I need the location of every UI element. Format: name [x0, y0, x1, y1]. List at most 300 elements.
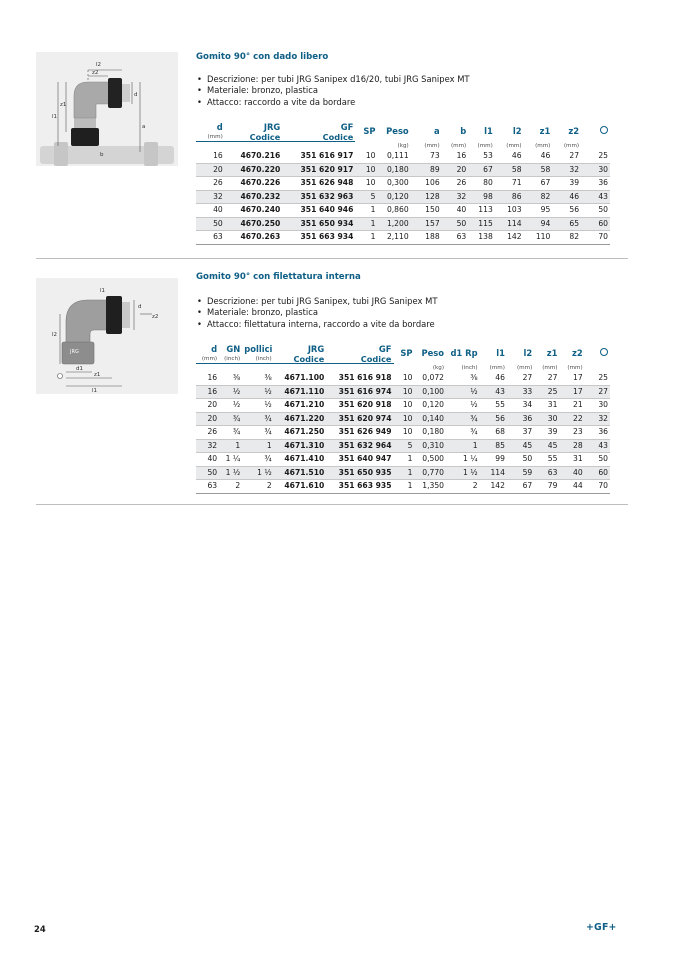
table-cell: 34 [522, 400, 533, 409]
table-cell: ¾ [219, 412, 242, 426]
table-cell: 4671.250 [284, 427, 325, 436]
table-cell: ½ [219, 385, 242, 399]
table-cell: 351 632 963 [282, 190, 355, 204]
table-cell: 16 [196, 385, 219, 399]
table-cell: 32 [196, 439, 219, 453]
table-cell: 4671.210 [284, 400, 325, 409]
section-title: Gomito 90° con dado libero [196, 52, 329, 62]
table-cell: 114 [495, 217, 524, 231]
brand-mark: JRG [70, 349, 79, 355]
table-cell: 65 [552, 217, 581, 231]
table-cell: 10 [365, 178, 376, 187]
table-cell: 351 626 949 [338, 427, 392, 436]
gf-logo: +GF+ [586, 922, 617, 933]
unit-label: (kg) [397, 142, 409, 149]
col-subheader: Codice [326, 355, 393, 364]
table-cell: 4671.110 [274, 385, 327, 399]
table-cell: 2,110 [386, 232, 409, 241]
table-cell: 55 [495, 400, 505, 409]
col-header: Peso [421, 348, 445, 359]
table-cell: 1 [394, 466, 415, 480]
table-cell: 82 [524, 190, 553, 204]
dim-label-z1: z1 [94, 372, 101, 378]
unit-label: (mm) [450, 142, 467, 149]
table-cell: 56 [569, 205, 580, 214]
table-cell: 67 [522, 481, 533, 490]
table-cell: 10 [402, 373, 413, 382]
table-cell: ¾ [264, 454, 272, 463]
elbow-nut-diagram [36, 52, 178, 166]
table-cell: 10 [402, 427, 413, 436]
page-number: 24 [34, 924, 46, 934]
table-cell: 37 [522, 427, 533, 436]
table-cell: 26 [207, 427, 218, 436]
table-cell: 39 [569, 178, 580, 187]
section-divider [36, 258, 628, 259]
table-cell: ½ [242, 385, 274, 399]
col-header: JRG [263, 122, 281, 132]
col-subheader: Codice [225, 133, 283, 142]
table-cell: 1 [370, 205, 376, 214]
table-row [196, 204, 610, 218]
table-cell: 351 663 934 [300, 232, 354, 241]
table-cell: 1 ½ [446, 466, 480, 480]
table-row [196, 190, 610, 204]
table-cell: 70 [598, 232, 608, 241]
table-cell: 89 [411, 163, 442, 177]
section-gomito-filettatura-interna [36, 262, 628, 504]
table-row [196, 466, 610, 480]
table-cell: 44 [572, 481, 583, 490]
table-cell: 45 [534, 439, 559, 453]
table-cell: 27 [522, 373, 533, 382]
table-cell: 4671.100 [284, 373, 325, 382]
table-cell: 115 [468, 217, 495, 231]
dim-label-z2: z2 [92, 70, 99, 76]
table-cell: 1 [446, 439, 480, 453]
unit-label: (mm) [196, 355, 219, 364]
unit-label: (inch) [242, 355, 274, 364]
table-cell: 43 [585, 439, 610, 453]
table-cell: 0,300 [386, 178, 409, 187]
table-cell: 63 [534, 466, 559, 480]
col-header: a [434, 126, 440, 137]
table-cell: 27 [585, 385, 610, 399]
table-cell: 46 [511, 151, 522, 160]
table-cell: 50 [598, 205, 608, 214]
ring-icon [600, 126, 608, 134]
table-cell: 50 [196, 217, 225, 231]
dim-label-l1: l1 [52, 114, 58, 120]
table-cell: 1 ½ [219, 466, 242, 480]
col-header: b [460, 126, 467, 137]
unit-label: (mm) [489, 364, 505, 371]
table-cell: 5 [394, 439, 415, 453]
table-cell: 40 [559, 466, 584, 480]
table-cell: 0,072 [422, 373, 445, 382]
table-cell: 99 [495, 454, 505, 463]
bullet-item: • Attacco: filettatura interna, raccordo a vite da bordare [196, 319, 437, 330]
table-cell: 43 [581, 190, 610, 204]
product-illustration [36, 52, 178, 166]
table-row [196, 439, 610, 453]
table-cell: 0,100 [415, 385, 447, 399]
table-cell: 20 [207, 400, 218, 409]
table-cell: 33 [507, 385, 534, 399]
table-cell: 1,200 [377, 217, 410, 231]
ring-icon-header [585, 344, 610, 364]
col-header: l1 [484, 126, 493, 137]
table-cell: 60 [585, 466, 610, 480]
table-cell: 0,140 [415, 412, 447, 426]
table-cell: 55 [547, 454, 558, 463]
table-cell: 39 [547, 427, 558, 436]
dim-label-d: d [134, 92, 138, 98]
table-cell: 1 ½ [242, 466, 274, 480]
table-row [196, 412, 610, 426]
table-cell: 128 [411, 190, 442, 204]
col-header: GF [378, 344, 392, 354]
table-cell: 32 [585, 412, 610, 426]
unit-label: (kg) [432, 364, 445, 371]
table-cell: 85 [480, 439, 507, 453]
bullet-item: • Descrizione: per tubi JRG Sanipex d16/20, tubi JRG Sanipex MT [196, 74, 470, 85]
table-cell: 36 [507, 412, 534, 426]
table-cell: 0,120 [422, 400, 445, 409]
table-cell: 4671.610 [284, 481, 325, 490]
description-list [196, 74, 470, 108]
table-cell: 351 626 948 [300, 178, 354, 187]
table-cell: 4670.226 [240, 178, 281, 187]
table-cell: 45 [507, 439, 534, 453]
table-cell: 106 [425, 178, 440, 187]
table-cell: 4670.263 [240, 232, 281, 241]
ring-icon [600, 348, 608, 356]
ring-icon-header [581, 122, 610, 142]
bullet-item: • Materiale: bronzo, plastica [196, 307, 437, 318]
bullet-item: • Materiale: bronzo, plastica [196, 85, 470, 96]
col-subheader: Codice [282, 133, 355, 142]
table-cell: 67 [540, 178, 551, 187]
dim-label-l2: l2 [52, 332, 58, 338]
table-cell: 16 [456, 151, 467, 160]
table-row [196, 426, 610, 440]
table-cell: 113 [478, 205, 493, 214]
table-cell: ¾ [446, 412, 480, 426]
table-cell: 0,770 [415, 466, 447, 480]
table-cell: 23 [572, 427, 583, 436]
table-cell: ¾ [232, 427, 241, 436]
table-cell: 110 [535, 232, 551, 241]
table-cell: 4670.240 [240, 205, 281, 214]
table-cell: 0,180 [422, 427, 445, 436]
table-row [196, 372, 610, 385]
table-cell: 98 [468, 190, 495, 204]
col-header: pollici [244, 344, 273, 354]
col-header: d [211, 344, 218, 354]
table-cell: 1 [370, 232, 376, 241]
table-cell: 56 [480, 412, 507, 426]
table-cell: 0,120 [377, 190, 410, 204]
col-header: GF [340, 122, 354, 132]
table-cell: 40 [456, 205, 467, 214]
table-row [196, 453, 610, 467]
dim-label-b: b [100, 152, 104, 158]
col-header: d [216, 122, 223, 132]
table-row [196, 231, 610, 245]
table-cell: 10 [365, 151, 376, 160]
table-cell: 351 620 917 [282, 163, 355, 177]
unit-label: (mm) [563, 142, 580, 149]
table-cell: 2 [235, 481, 241, 490]
table-cell: 4670.250 [225, 217, 283, 231]
col-header: Peso [386, 126, 409, 137]
table-cell: 63 [213, 232, 223, 241]
table-cell: 142 [507, 232, 522, 241]
table-cell: 351 650 935 [326, 466, 393, 480]
table-cell: 10 [402, 400, 413, 409]
col-header: z2 [571, 348, 583, 359]
table-cell: 0,180 [377, 163, 410, 177]
table-cell: 73 [430, 151, 440, 160]
table-cell: 4670.220 [225, 163, 283, 177]
table-cell: 63 [207, 481, 218, 490]
table-cell: 17 [572, 373, 583, 382]
table-cell: 351 640 947 [338, 454, 392, 463]
col-header: l2 [523, 348, 533, 359]
table-cell: 0,310 [415, 439, 447, 453]
table-cell: 20 [442, 163, 469, 177]
table-cell: 16 [207, 373, 218, 382]
table-cell: 2 [472, 481, 478, 490]
dim-label-l1: l1 [92, 388, 98, 394]
col-header: l2 [512, 126, 522, 137]
table-cell: 27 [569, 151, 580, 160]
col-header: JRG [307, 344, 325, 354]
table-cell: 30 [598, 400, 608, 409]
table-cell: 25 [598, 373, 608, 382]
table-row [196, 150, 610, 163]
table-cell: ½ [470, 400, 478, 409]
table-cell: 351 616 974 [326, 385, 393, 399]
table-cell: 0,500 [422, 454, 445, 463]
table-cell: 4671.410 [284, 454, 325, 463]
table-cell: 150 [425, 205, 440, 214]
spec-table [196, 344, 610, 494]
table-cell: 30 [534, 412, 559, 426]
table-cell: 1 [355, 217, 377, 231]
table-cell: 4671.510 [274, 466, 327, 480]
table-cell: 157 [411, 217, 442, 231]
table-cell: 63 [456, 232, 467, 241]
table-row [196, 217, 610, 231]
table-cell: 68 [495, 427, 505, 436]
table-cell: 1 ¼ [463, 454, 478, 463]
col-header: z1 [546, 348, 558, 359]
table-cell: 25 [598, 151, 608, 160]
table-cell: 4671.220 [274, 412, 327, 426]
table-cell: 82 [569, 232, 580, 241]
dim-label-l2: l2 [96, 62, 102, 68]
table-cell: ½ [446, 385, 480, 399]
table-cell: 32 [442, 190, 469, 204]
col-header: GN [226, 344, 241, 354]
table-cell: ⅜ [264, 373, 272, 382]
table-cell: 10 [355, 163, 377, 177]
unit-label: (inch) [461, 364, 478, 371]
table-cell: 138 [478, 232, 493, 241]
col-subheader: Codice [274, 355, 327, 364]
table-cell: 58 [495, 163, 524, 177]
table-cell: 36 [598, 178, 608, 187]
table-cell: 351 640 946 [300, 205, 354, 214]
table-cell: 16 [213, 151, 223, 160]
table-cell: 70 [598, 481, 608, 490]
table-cell: 0,860 [386, 205, 409, 214]
table-cell: 20 [196, 163, 225, 177]
table-cell: 142 [490, 481, 505, 490]
col-header: z2 [568, 126, 580, 137]
unit-label: (mm) [535, 142, 551, 149]
dim-label-a: a [142, 124, 146, 130]
table-cell: 86 [495, 190, 524, 204]
table-cell: 10 [394, 412, 415, 426]
section-gomito-dado-libero [36, 40, 628, 258]
table-cell: 60 [581, 217, 610, 231]
unit-label: (mm) [542, 364, 558, 371]
dim-label-l1-top: l1 [100, 288, 106, 294]
table-cell: 351 616 917 [300, 151, 354, 160]
col-header: l1 [496, 348, 505, 359]
table-cell: 36 [598, 427, 608, 436]
table-cell: 80 [483, 178, 493, 187]
table-cell: 28 [559, 439, 584, 453]
table-cell: ½ [232, 400, 241, 409]
table-cell: 53 [483, 151, 493, 160]
section-title: Gomito 90° con filettatura interna [196, 272, 361, 282]
bullet-item: • Attacco: raccordo a vite da bordare [196, 97, 470, 108]
table-cell: 0,111 [386, 151, 409, 160]
dim-label-z1: z1 [60, 102, 67, 108]
col-header: z1 [539, 126, 551, 137]
table-cell: 46 [495, 373, 505, 382]
table-cell: 4670.216 [240, 151, 281, 160]
elbow-thread-diagram [36, 278, 178, 394]
col-header: d1 Rp [450, 348, 478, 359]
table-cell: 1 [242, 439, 274, 453]
table-cell: ¾ [264, 427, 272, 436]
unit-label: (mm) [516, 364, 533, 371]
table-cell: 43 [480, 385, 507, 399]
product-illustration [36, 278, 178, 394]
section-divider [36, 504, 628, 505]
table-cell: 114 [480, 466, 507, 480]
col-header: SP [400, 348, 413, 359]
table-cell: 22 [559, 412, 584, 426]
table-cell: 50 [598, 454, 608, 463]
table-cell: 50 [196, 466, 219, 480]
table-cell: 1 [407, 454, 413, 463]
dim-label-d1: d1 [76, 366, 83, 372]
unit-label: (mm) [196, 133, 225, 142]
table-cell: 67 [468, 163, 495, 177]
table-cell: 17 [559, 385, 584, 399]
table-cell: 94 [524, 217, 553, 231]
table-cell: 351 663 935 [338, 481, 392, 490]
table-cell: 188 [425, 232, 440, 241]
table-cell: 30 [581, 163, 610, 177]
table-cell: 1,350 [422, 481, 445, 490]
table-cell: ¾ [242, 412, 274, 426]
spec-table [196, 122, 610, 245]
table-cell: 103 [507, 205, 522, 214]
table-cell: 25 [534, 385, 559, 399]
table-cell: 351 650 934 [282, 217, 355, 231]
table-cell: 26 [213, 178, 223, 187]
table-cell: 46 [540, 151, 551, 160]
col-header: SP [363, 126, 376, 137]
table-cell: 351 620 918 [338, 400, 392, 409]
dim-label-d: d [138, 304, 142, 310]
table-cell: 27 [547, 373, 558, 382]
table-cell: ½ [264, 400, 272, 409]
table-cell: ⅜ [232, 373, 241, 382]
table-cell: 2 [266, 481, 272, 490]
dim-label-z2: z2 [152, 314, 159, 320]
table-cell: 31 [547, 400, 558, 409]
table-cell: 40 [213, 205, 223, 214]
table-cell: 351 620 974 [326, 412, 393, 426]
table-cell: 1 [219, 439, 242, 453]
table-cell: 50 [442, 217, 469, 231]
unit-label: (inch) [219, 355, 242, 364]
description-list [196, 296, 437, 330]
table-cell: 46 [552, 190, 581, 204]
unit-label: (mm) [424, 142, 440, 149]
table-cell: ⅜ [470, 373, 478, 382]
table-cell: 32 [552, 163, 581, 177]
table-row [196, 480, 610, 494]
table-cell: 351 632 964 [326, 439, 393, 453]
table-cell: 5 [355, 190, 377, 204]
table-row [196, 177, 610, 191]
table-cell: 79 [547, 481, 558, 490]
table-cell: 20 [196, 412, 219, 426]
table-row [196, 385, 610, 399]
table-cell: 351 616 918 [338, 373, 392, 382]
table-cell: 31 [572, 454, 583, 463]
unit-label: (mm) [506, 142, 522, 149]
table-row [196, 163, 610, 177]
table-cell: 59 [507, 466, 534, 480]
table-cell: 1 [407, 481, 413, 490]
table-cell: 40 [207, 454, 218, 463]
table-cell: 71 [511, 178, 522, 187]
unit-label: (mm) [477, 142, 493, 149]
table-cell: 58 [524, 163, 553, 177]
table-cell: 26 [456, 178, 467, 187]
table-cell: 95 [540, 205, 551, 214]
table-cell: 4670.232 [225, 190, 283, 204]
table-cell: ¾ [470, 427, 478, 436]
table-cell: 1 ¼ [225, 454, 241, 463]
table-cell: 32 [196, 190, 225, 204]
table-cell: 21 [572, 400, 583, 409]
table-cell: 50 [522, 454, 533, 463]
bullet-item: • Descrizione: per tubi JRG Sanipex, tubi JRG Sanipex MT [196, 296, 437, 307]
table-row [196, 399, 610, 413]
table-cell: 4671.310 [274, 439, 327, 453]
